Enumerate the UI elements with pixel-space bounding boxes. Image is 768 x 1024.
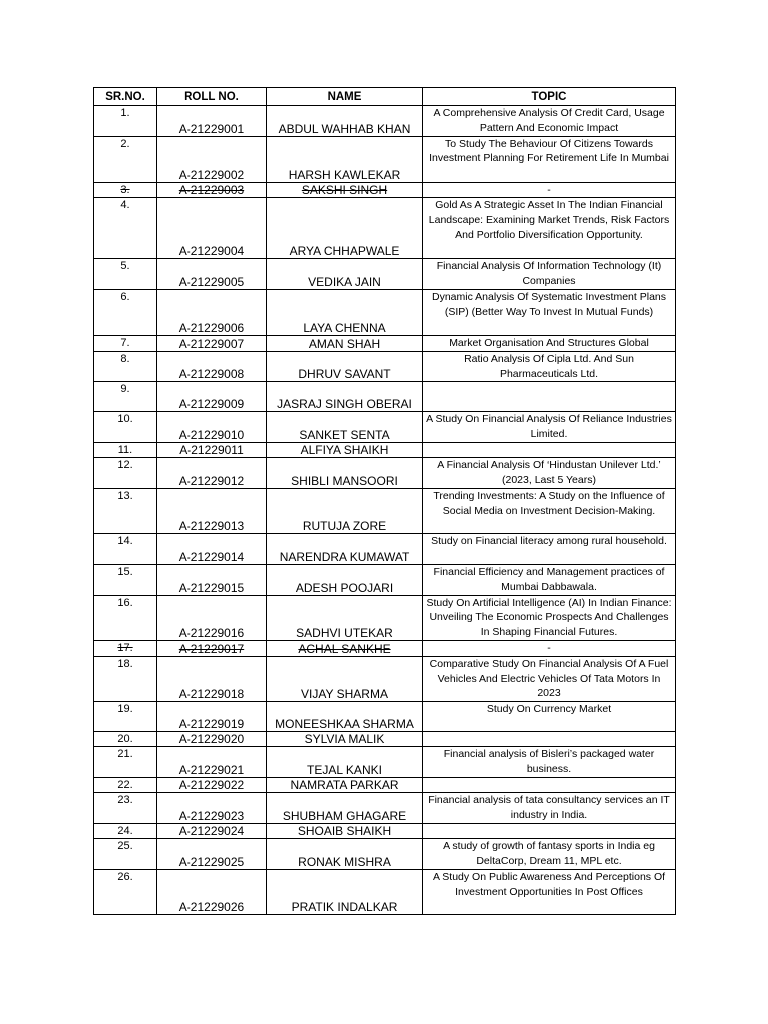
roll-no-cell: A-21229012	[157, 457, 267, 488]
table-row	[94, 488, 676, 533]
name-cell: SHUBHAM GHAGARE	[267, 793, 423, 824]
roll-no-cell: A-21229013	[157, 488, 267, 533]
name-cell: ACHAL SANKHE	[267, 640, 423, 656]
header-roll-no: ROLL NO.	[157, 88, 267, 106]
table-row	[94, 747, 676, 778]
topic-cell: To Study The Behaviour Of Citizens Towards Investment Planning For Retirement Life In Mumbai	[423, 136, 676, 182]
header-topic: TOPIC	[423, 88, 676, 106]
sr-no-cell: 21.	[94, 747, 157, 778]
topic-cell: Study On Currency Market	[423, 702, 676, 732]
name-cell: VIJAY SHARMA	[267, 656, 423, 701]
sr-no-cell: 26.	[94, 870, 157, 915]
roll-no-cell: A-21229021	[157, 747, 267, 778]
roll-no-cell: A-21229024	[157, 824, 267, 839]
sr-no-cell: 2.	[94, 136, 157, 182]
header-name: NAME	[267, 88, 423, 106]
table-row	[94, 824, 676, 839]
sr-no-cell: 16.	[94, 595, 157, 640]
roll-no-cell: A-21229006	[157, 289, 267, 335]
topic-cell: Ratio Analysis Of Cipla Ltd. And Sun Pharmaceuticals Ltd.	[423, 351, 676, 382]
name-cell: PRATIK INDALKAR	[267, 870, 423, 915]
roll-no-cell: A-21229007	[157, 335, 267, 351]
roll-no-cell: A-21229014	[157, 533, 267, 564]
roll-no-cell: A-21229003	[157, 182, 267, 198]
table-row	[94, 289, 676, 335]
sr-no-cell: 15.	[94, 564, 157, 595]
name-cell: DHRUV SAVANT	[267, 351, 423, 382]
table-row	[94, 839, 676, 870]
student-topic-table	[93, 87, 676, 915]
topic-cell: Financial Analysis Of Information Technology (It) Companies	[423, 259, 676, 290]
sr-no-cell: 1.	[94, 106, 157, 137]
roll-no-cell: A-21229009	[157, 382, 267, 412]
name-cell: ALFIYA SHAIKH	[267, 442, 423, 457]
name-cell: NARENDRA KUMAWAT	[267, 533, 423, 564]
roll-no-cell: A-21229025	[157, 839, 267, 870]
topic-cell	[423, 732, 676, 747]
topic-cell: A Financial Analysis Of ‘Hindustan Unilever Ltd.’ (2023, Last 5 Years)	[423, 457, 676, 488]
table-row	[94, 351, 676, 382]
name-cell: LAYA CHENNA	[267, 289, 423, 335]
topic-cell: A study of growth of fantasy sports in India eg DeltaCorp, Dream 11, MPL etc.	[423, 839, 676, 870]
roll-no-cell: A-21229020	[157, 732, 267, 747]
table-row	[94, 778, 676, 793]
name-cell: JASRAJ SINGH OBERAI	[267, 382, 423, 412]
table-row	[94, 412, 676, 443]
topic-cell: Market Organisation And Structures Global	[423, 335, 676, 351]
sr-no-cell: 5.	[94, 259, 157, 290]
sr-no-cell: 3.	[94, 182, 157, 198]
table-row	[94, 702, 676, 732]
roll-no-cell: A-21229022	[157, 778, 267, 793]
sr-no-cell: 23.	[94, 793, 157, 824]
roll-no-cell: A-21229008	[157, 351, 267, 382]
sr-no-cell: 9.	[94, 382, 157, 412]
topic-cell: Comparative Study On Financial Analysis Of A Fuel Vehicles And Electric Vehicles Of Tata Motors In 2023	[423, 656, 676, 701]
roll-no-cell: A-21229010	[157, 412, 267, 443]
roll-no-cell: A-21229016	[157, 595, 267, 640]
name-cell: HARSH KAWLEKAR	[267, 136, 423, 182]
topic-cell	[423, 442, 676, 457]
table-row	[94, 106, 676, 137]
name-cell: MONEESHKAA SHARMA	[267, 702, 423, 732]
sr-no-cell: 25.	[94, 839, 157, 870]
topic-cell: -	[423, 640, 676, 656]
table-row	[94, 457, 676, 488]
sr-no-cell: 7.	[94, 335, 157, 351]
roll-no-cell: A-21229004	[157, 198, 267, 259]
sr-no-cell: 24.	[94, 824, 157, 839]
sr-no-cell: 12.	[94, 457, 157, 488]
topic-cell	[423, 824, 676, 839]
sr-no-cell: 14.	[94, 533, 157, 564]
name-cell: AMAN SHAH	[267, 335, 423, 351]
name-cell: RONAK MISHRA	[267, 839, 423, 870]
roll-no-cell: A-21229017	[157, 640, 267, 656]
sr-no-cell: 6.	[94, 289, 157, 335]
topic-cell	[423, 382, 676, 412]
sr-no-cell: 18.	[94, 656, 157, 701]
table-row	[94, 442, 676, 457]
table-row	[94, 793, 676, 824]
table-row	[94, 382, 676, 412]
table-row	[94, 564, 676, 595]
topic-cell: Trending Investments: A Study on the Influence of Social Media on Investment Decision-Making.	[423, 488, 676, 533]
table-row	[94, 656, 676, 701]
name-cell: SYLVIA MALIK	[267, 732, 423, 747]
name-cell: ABDUL WAHHAB KHAN	[267, 106, 423, 137]
table-row	[94, 259, 676, 290]
topic-cell: Study on Financial literacy among rural household.	[423, 533, 676, 564]
name-cell: NAMRATA PARKAR	[267, 778, 423, 793]
name-cell: RUTUJA ZORE	[267, 488, 423, 533]
sr-no-cell: 17.	[94, 640, 157, 656]
roll-no-cell: A-21229019	[157, 702, 267, 732]
name-cell: SHOAIB SHAIKH	[267, 824, 423, 839]
sr-no-cell: 19.	[94, 702, 157, 732]
name-cell: SADHVI UTEKAR	[267, 595, 423, 640]
roll-no-cell: A-21229005	[157, 259, 267, 290]
table-row	[94, 198, 676, 259]
sr-no-cell: 22.	[94, 778, 157, 793]
topic-cell: Dynamic Analysis Of Systematic Investment Plans (SIP) (Better Way To Invest In Mutual Funds)	[423, 289, 676, 335]
table-row	[94, 533, 676, 564]
table-row	[94, 136, 676, 182]
topic-cell: Gold As A Strategic Asset In The Indian Financial Landscape: Examining Market Trends, Risk Factors And Portfolio Diversification Opportunity.	[423, 198, 676, 259]
name-cell: SHIBLI MANSOORI	[267, 457, 423, 488]
roll-no-cell: A-21229015	[157, 564, 267, 595]
name-cell: ADESH POOJARI	[267, 564, 423, 595]
sr-no-cell: 11.	[94, 442, 157, 457]
topic-cell: A Comprehensive Analysis Of Credit Card, Usage Pattern And Economic Impact	[423, 106, 676, 137]
roll-no-cell: A-21229026	[157, 870, 267, 915]
roll-no-cell: A-21229001	[157, 106, 267, 137]
table-header-row	[94, 88, 676, 106]
sr-no-cell: 8.	[94, 351, 157, 382]
sr-no-cell: 13.	[94, 488, 157, 533]
roll-no-cell: A-21229023	[157, 793, 267, 824]
table-row	[94, 595, 676, 640]
name-cell: VEDIKA JAIN	[267, 259, 423, 290]
name-cell: SANKET SENTA	[267, 412, 423, 443]
topic-cell: A Study On Financial Analysis Of Reliance Industries Limited.	[423, 412, 676, 443]
name-cell: TEJAL KANKI	[267, 747, 423, 778]
topic-cell: Study On Artificial Intelligence (AI) In Indian Finance: Unveiling The Economic Prospects And Challenges In Shaping Financial Futures.	[423, 595, 676, 640]
name-cell: SAKSHI SINGH	[267, 182, 423, 198]
sr-no-cell: 10.	[94, 412, 157, 443]
roll-no-cell: A-21229011	[157, 442, 267, 457]
name-cell: ARYA CHHAPWALE	[267, 198, 423, 259]
roll-no-cell: A-21229018	[157, 656, 267, 701]
table-row	[94, 732, 676, 747]
roll-no-cell: A-21229002	[157, 136, 267, 182]
topic-cell: -	[423, 182, 676, 198]
sr-no-cell: 20.	[94, 732, 157, 747]
sr-no-cell: 4.	[94, 198, 157, 259]
topic-cell: Financial Efficiency and Management practices of Mumbai Dabbawala.	[423, 564, 676, 595]
topic-cell: A Study On Public Awareness And Perceptions Of Investment Opportunities In Post Offices	[423, 870, 676, 915]
table-row	[94, 870, 676, 915]
header-sr-no: SR.NO.	[94, 88, 157, 106]
table-row	[94, 640, 676, 656]
topic-cell	[423, 778, 676, 793]
topic-cell: Financial analysis of Bisleri’s packaged water business.	[423, 747, 676, 778]
table-row	[94, 182, 676, 198]
table-body	[94, 106, 676, 915]
table-row	[94, 335, 676, 351]
topic-cell: Financial analysis of tata consultancy services an IT industry in India.	[423, 793, 676, 824]
